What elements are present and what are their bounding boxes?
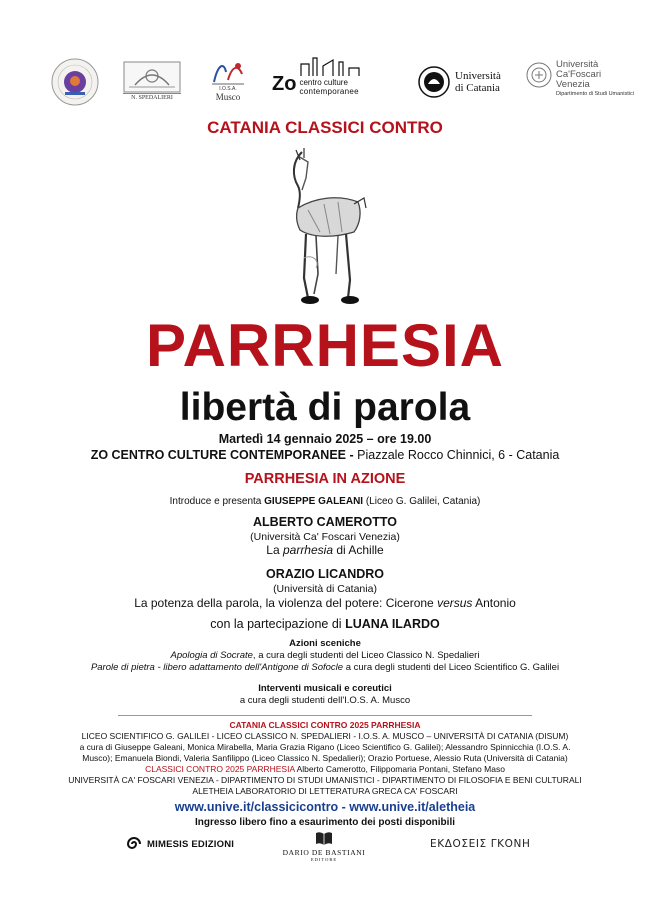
credits-line: a cura di Giuseppe Galeani, Monica Mirabella, Maria Grazia Rigano (Liceo Scientifico G. Galilei); Alessandro Spinnicchia (I.O.S. A. [79, 742, 571, 752]
event-series-header: CATANIA CLASSICI CONTRO [207, 118, 443, 137]
talk-text: La [266, 543, 283, 557]
intro-suffix: (Liceo G. Galilei, Catania) [363, 496, 481, 507]
bastiani-line2: EDITORE [310, 857, 338, 862]
unict-line2: di Catania [455, 82, 500, 94]
speaker-talk [0, 596, 650, 610]
azioni-heading: Azioni sceniche [289, 638, 361, 649]
speaker-name: ALBERTO CAMEROTTO [253, 515, 397, 529]
liceo-spedalieri-logo [121, 61, 183, 105]
credits-line: Musco); Emanuela Biondi, Valeria Sanfilippo (Liceo Classico N. Spedalieri); Orazio Portuese, Alessio Ruta (Università di Catania) [82, 753, 568, 763]
work-credit: , a cura degli studenti del Liceo Classico N. Spedalieri [252, 650, 480, 661]
main-subtitle: libertà di parola [179, 386, 471, 429]
zo-line2: contemporanee [299, 87, 359, 96]
participation-prefix: con la partecipazione di [210, 617, 346, 631]
bastiani-line1: DARIO DE BASTIANI [282, 848, 366, 857]
mimesis-spiral-icon [124, 836, 144, 852]
participation-line [0, 617, 650, 631]
speaker-talk [0, 543, 650, 557]
credits-rest: Alberto Camerotto, Filippomaria Pontani, Stefano Maso [294, 764, 505, 774]
unict-line1: Università [455, 70, 501, 82]
section-heading: PARRHESIA IN AZIONE [244, 471, 406, 487]
bastiani-book-icon [315, 830, 333, 846]
azioni-line [0, 650, 650, 661]
talk-text: Antonio [472, 596, 516, 610]
talk-italic: versus [437, 596, 473, 610]
credits-line [0, 764, 650, 774]
talk-text: La potenza della parola, la violenza del potere: Cicerone [134, 596, 438, 610]
intro-name: GIUSEPPE GALEANI [264, 496, 364, 507]
website-links[interactable]: www.unive.it/classicicontro - www.unive.it/aletheia [174, 800, 476, 814]
unive-line1: Università [556, 59, 599, 70]
horse-illustration [268, 148, 380, 306]
work-title: Apologia di Socrate [170, 650, 253, 661]
speaker-affiliation: (Università di Catania) [273, 583, 377, 595]
credits-line: ALETHEIA LABORATORIO DI LETTERATURA GRECA CA' FOSCARI [192, 786, 458, 796]
entry-notice: Ingresso libero fino a esaurimento dei posti disponibili [194, 817, 456, 828]
credits-line: LICEO SCIENTIFICO G. GALILEI - LICEO CLASSICO N. SPEDALIERI - I.O.S. A. MUSCO – UNIVERSITÀ DI CATANIA (DISUM) [81, 731, 569, 741]
participation-name: LUANA ILARDO [345, 617, 440, 631]
work-credit: a cura degli studenti del Liceo Scientifico G. Galilei [343, 662, 560, 673]
zo-line1: centro culture [299, 78, 348, 87]
divider [118, 715, 532, 716]
zo-chimney-icon [299, 56, 361, 76]
event-date: Martedì 14 gennaio 2025 – ore 19.00 [218, 432, 432, 446]
musco-small-label: I.O.S.A. [219, 86, 237, 92]
event-venue [0, 448, 650, 462]
speaker-name: ORAZIO LICANDRO [265, 567, 385, 581]
unive-logo [526, 60, 636, 104]
speaker-affiliation: (Università Ca' Foscari Venezia) [250, 531, 400, 543]
unict-logo [418, 62, 518, 102]
talk-italic: parrhesia [282, 543, 333, 557]
zo-mark: Zo [272, 72, 297, 95]
venue-name: ZO CENTRO CULTURE CONTEMPORANEE - [90, 448, 354, 462]
mimesis-logo [124, 836, 234, 852]
venue-address: Piazzale Rocco Chinnici, 6 - Catania [353, 448, 560, 462]
intro-prefix: Introduce e presenta [169, 496, 265, 507]
mimesis-label: MIMESIS EDIZIONI [147, 838, 235, 850]
musco-label: Musco [215, 92, 241, 102]
credits-red: CLASSICI CONTRO 2025 PARRHESIA [145, 764, 295, 774]
talk-text: di Achille [333, 543, 384, 557]
unive-seal-icon [526, 62, 552, 88]
zo-logo [272, 64, 372, 104]
liceo-galilei-logo [51, 58, 99, 106]
intro-line [0, 496, 650, 507]
unict-seal-icon [418, 66, 450, 98]
bastiani-logo [272, 830, 376, 862]
interventi-line: a cura degli studenti dell'I.O.S. A. Musco [239, 695, 411, 706]
unive-line3: Venezia [556, 79, 590, 90]
musco-logo [206, 58, 250, 106]
unive-dept: Dipartimento di Studi Umanistici [556, 91, 634, 97]
main-title: PARRHESIA [146, 312, 504, 379]
gkoni-logo: ΕΚΔΟΣΕΙΣ ΓΚΟΝΗ [430, 838, 531, 850]
unive-line2: Ca'Foscari [556, 69, 602, 80]
interventi-heading: Interventi musicali e coreutici [258, 683, 392, 694]
azioni-line [0, 662, 650, 673]
credits-title: CATANIA CLASSICI CONTRO 2025 PARRHESIA [229, 720, 421, 730]
partner-logos [0, 58, 650, 108]
credits-line: UNIVERSITÀ CA' FOSCARI VENEZIA - DIPARTIMENTO DI STUDI UMANISTICI - DIPARTIMENTO DI FILOSOFIA E BENI CULTURALI [68, 775, 582, 785]
work-title: Parole di pietra - libero adattamento dell'Antigone di Sofocle [90, 662, 344, 673]
spedalieri-label: N. SPEDALIERI [123, 93, 181, 101]
